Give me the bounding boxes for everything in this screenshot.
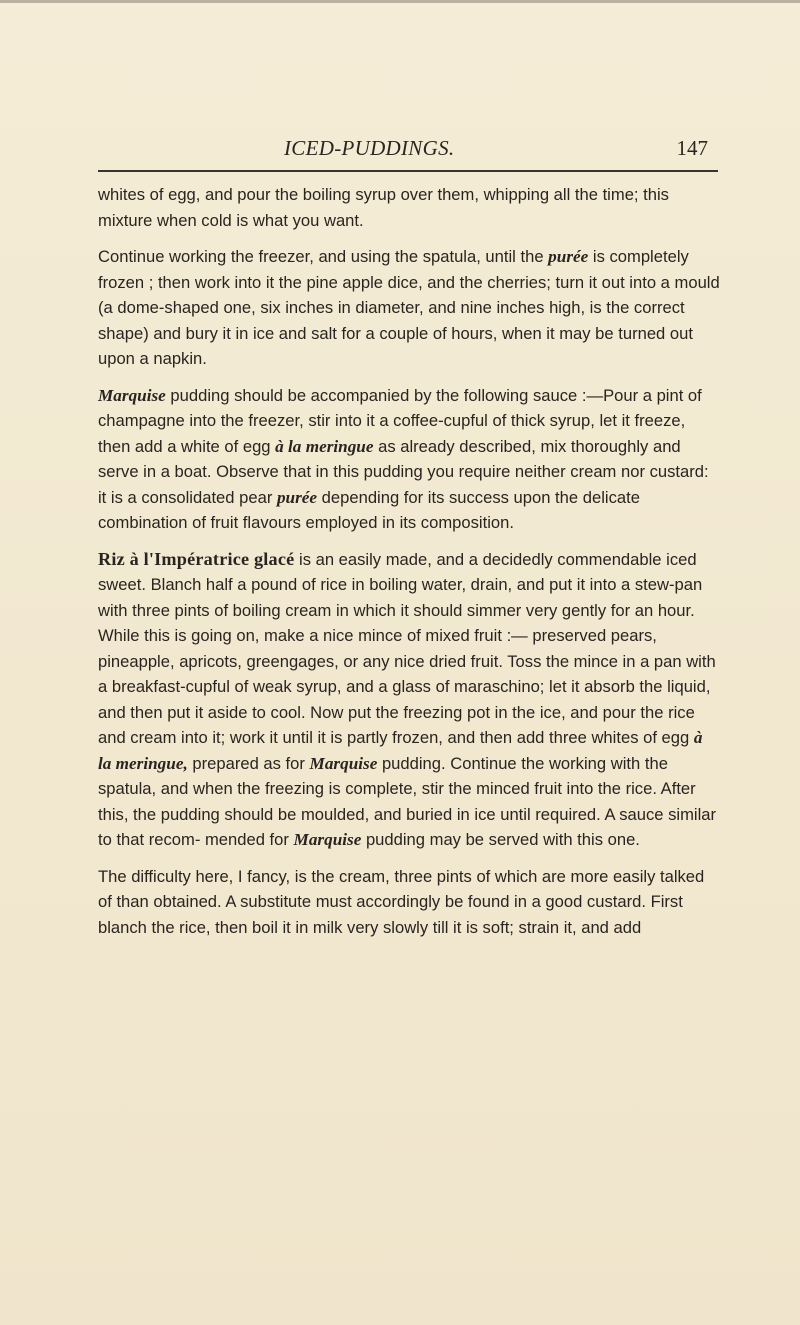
paragraph-3-text-d: as already described, mix thoroughly and serve in a boat. Observe that in this pudding you require neither cream nor custard: it is a consolidated pear (98, 436, 709, 507)
paragraph-4-italic-marquise-2: Marquise (293, 830, 362, 849)
paragraph-3-text-b: pudding should be accompanied by the following sauce :—Pour a pint of champagne into the freezer, stir into it a coffee-cupful of thick syrup, let it freeze, then add a white of egg (98, 385, 702, 456)
paragraph-4-text-g: pudding may be served with this one. (361, 830, 640, 849)
paragraph-5: The difficulty here, I fancy, is the cream, three pints of which are more easily talked of than obtained. A substitute must accordingly be found in a good custard. First blanch the rice, then boil it in milk very slowly till it is soft; strain it, and add (98, 866, 705, 937)
paragraph-1: whites of egg, and pour the boiling syrup over them, whipping all the time; this mixture when cold is what you want. (98, 185, 669, 230)
paragraph-3-text-f: depending for its success upon the delicate combination of fruit flavours employed in its composition. (98, 487, 640, 532)
top-edge-rule (0, 0, 800, 3)
paragraph-3-italic-marquise: Marquise (98, 385, 166, 405)
paragraph-4 (98, 547, 720, 853)
paragraph-2-italic-puree: purée (548, 247, 589, 266)
page-title: ICED-PUDDINGS. (284, 136, 455, 160)
running-head (100, 136, 720, 166)
paragraph-3-italic-puree: purée (276, 487, 318, 507)
paragraph-2-text-a: Continue working the freezer, and using the spatula, until the (98, 247, 549, 266)
paragraph-4-text-c: prepared as for (187, 753, 310, 773)
body-text (98, 182, 720, 951)
header-rule (98, 170, 718, 172)
paragraph-3 (98, 383, 720, 536)
paragraph-2-text-c: is completely frozen ; then work into it the pine apple dice, and the cherries; turn it out into a mould (a dome-shaped one, six inches in diameter, and nine inches high, is the correct shape) and bury it in ice and salt for a couple of hours, when it may be turned out upon a napkin. (98, 247, 720, 368)
paragraph-2 (98, 244, 720, 372)
recipe-heading-riz: Riz à l'Impératrice glacé (98, 548, 295, 569)
paragraph-4-italic-marquise-1: Marquise (309, 753, 378, 773)
paragraph-3-italic-meringue: à la meringue (275, 436, 374, 456)
paragraph-4-text-a: is an easily made, and a decidedly commendable iced sweet. Blanch half a pound of rice in boiling water, drain, and put it into a stew-pan with three pints of boiling cream in which it should simmer very gently for an hour. While this is going on, make a nice mince of mixed fruit :— preserved pears, pineapple, apricots, greengages, or any nice dried fruit. Toss the mince in a pan with a breakfast-cupful of weak syrup, and a glass of maraschino; let it absorb the liquid, and then put it aside to cool. Now put the freezing pot in the ice, and pour the rice and cream into it; work it until it is partly frozen, and then add three whites of egg (98, 549, 716, 747)
paragraph-4-italic-meringue: à la meringue, (98, 728, 703, 773)
page-number: 147 (676, 136, 708, 160)
paragraph-4-text-e: pudding. Continue the working with the spatula, and when the freezing is complete, stir the minced fruit into the rice. After this, the pudding should be moulded, and buried in ice until required. A sauce similar to that recom- mended for (98, 753, 717, 849)
